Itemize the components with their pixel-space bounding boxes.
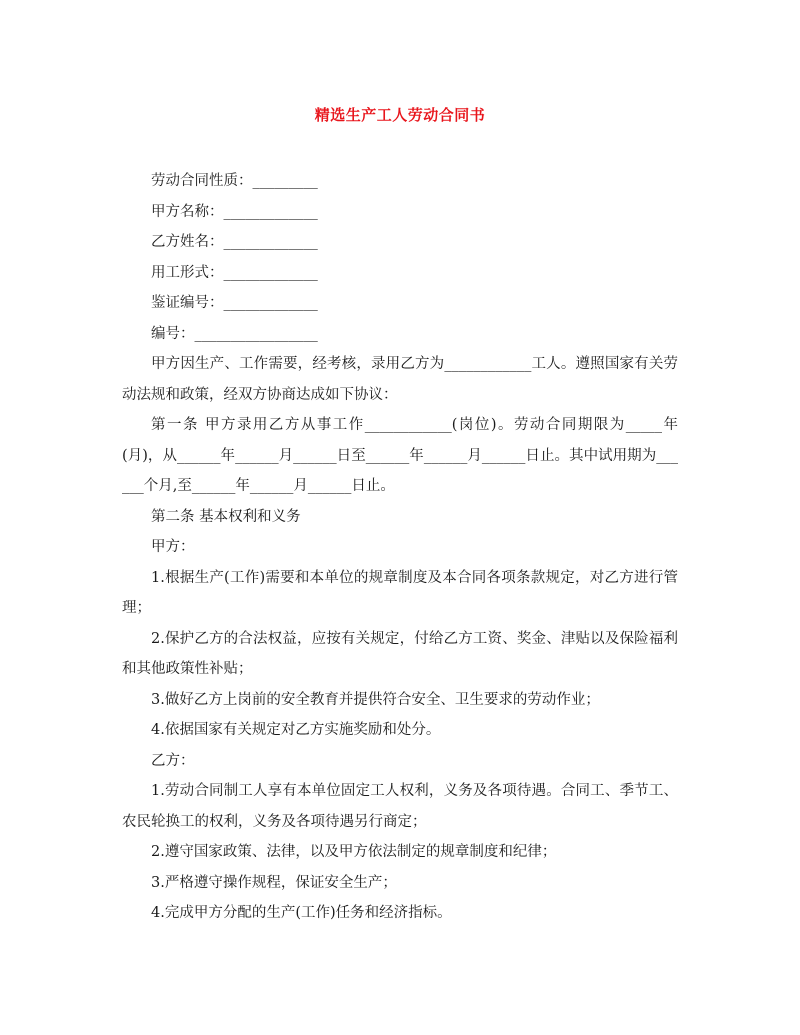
field-number: 编号：_________________ (151, 325, 318, 342)
party-a-item-2: 2.保护乙方的合法权益，应按有关规定，付给乙方工资、奖金、津贴以及保险福利和其他政策性补贴； (122, 630, 678, 677)
field-employment-form: 用工形式：_____________ (151, 264, 318, 281)
field-party-b-name: 乙方姓名：_____________ (151, 234, 318, 250)
field-verification-number: 鉴证编号：_____________ (151, 295, 318, 311)
party-a-item-1: 1.根据生产(工作)需要和本单位的规章制度及本合同各项条款规定，对乙方进行管理； (122, 569, 678, 616)
party-b-item-4: 4.完成甲方分配的生产(工作)任务和经济指标。 (151, 905, 452, 921)
document-body (122, 166, 678, 929)
party-b-item-1: 1.劳动合同制工人享有本单位固定工人权利，义务及各项待遇。合同工、季节工、农民轮换工的权利，义务及各项待遇另行商定； (122, 783, 678, 830)
party-b-item-2: 2.遵守国家政策、法律，以及甲方依法制定的规章制度和纪律； (151, 844, 557, 860)
article-1-paragraph: 第一条 甲方录用乙方从事工作____________(岗位)。劳动合同期限为_____年(月)，从______年______月______日至______年______月______日止。其中试用期为______个月,至______年______月______日止。 (122, 417, 678, 494)
party-a-item-3: 3.做好乙方上岗前的安全教育并提供符合安全、卫生要求的劳动作业； (151, 691, 600, 708)
field-party-a-name: 甲方名称：_____________ (151, 203, 318, 220)
field-contract-nature: 劳动合同性质：_________ (151, 173, 318, 189)
party-a-item-4: 4.依据国家有关规定对乙方实施奖励和处分。 (151, 722, 441, 738)
article-2-heading: 第二条 基本权利和义务 (151, 508, 301, 525)
party-b-item-3: 3.严格遵守操作规程，保证安全生产； (151, 874, 397, 891)
intro-paragraph: 甲方因生产、工作需要，经考核，录用乙方为____________工人。遵照国家有关劳动法规和政策，经双方协商达成如下协议： (122, 356, 678, 403)
party-b-label: 乙方： (151, 752, 195, 769)
document-title: 精选生产工人劳动合同书 (314, 106, 486, 124)
party-a-label: 甲方： (151, 539, 195, 555)
